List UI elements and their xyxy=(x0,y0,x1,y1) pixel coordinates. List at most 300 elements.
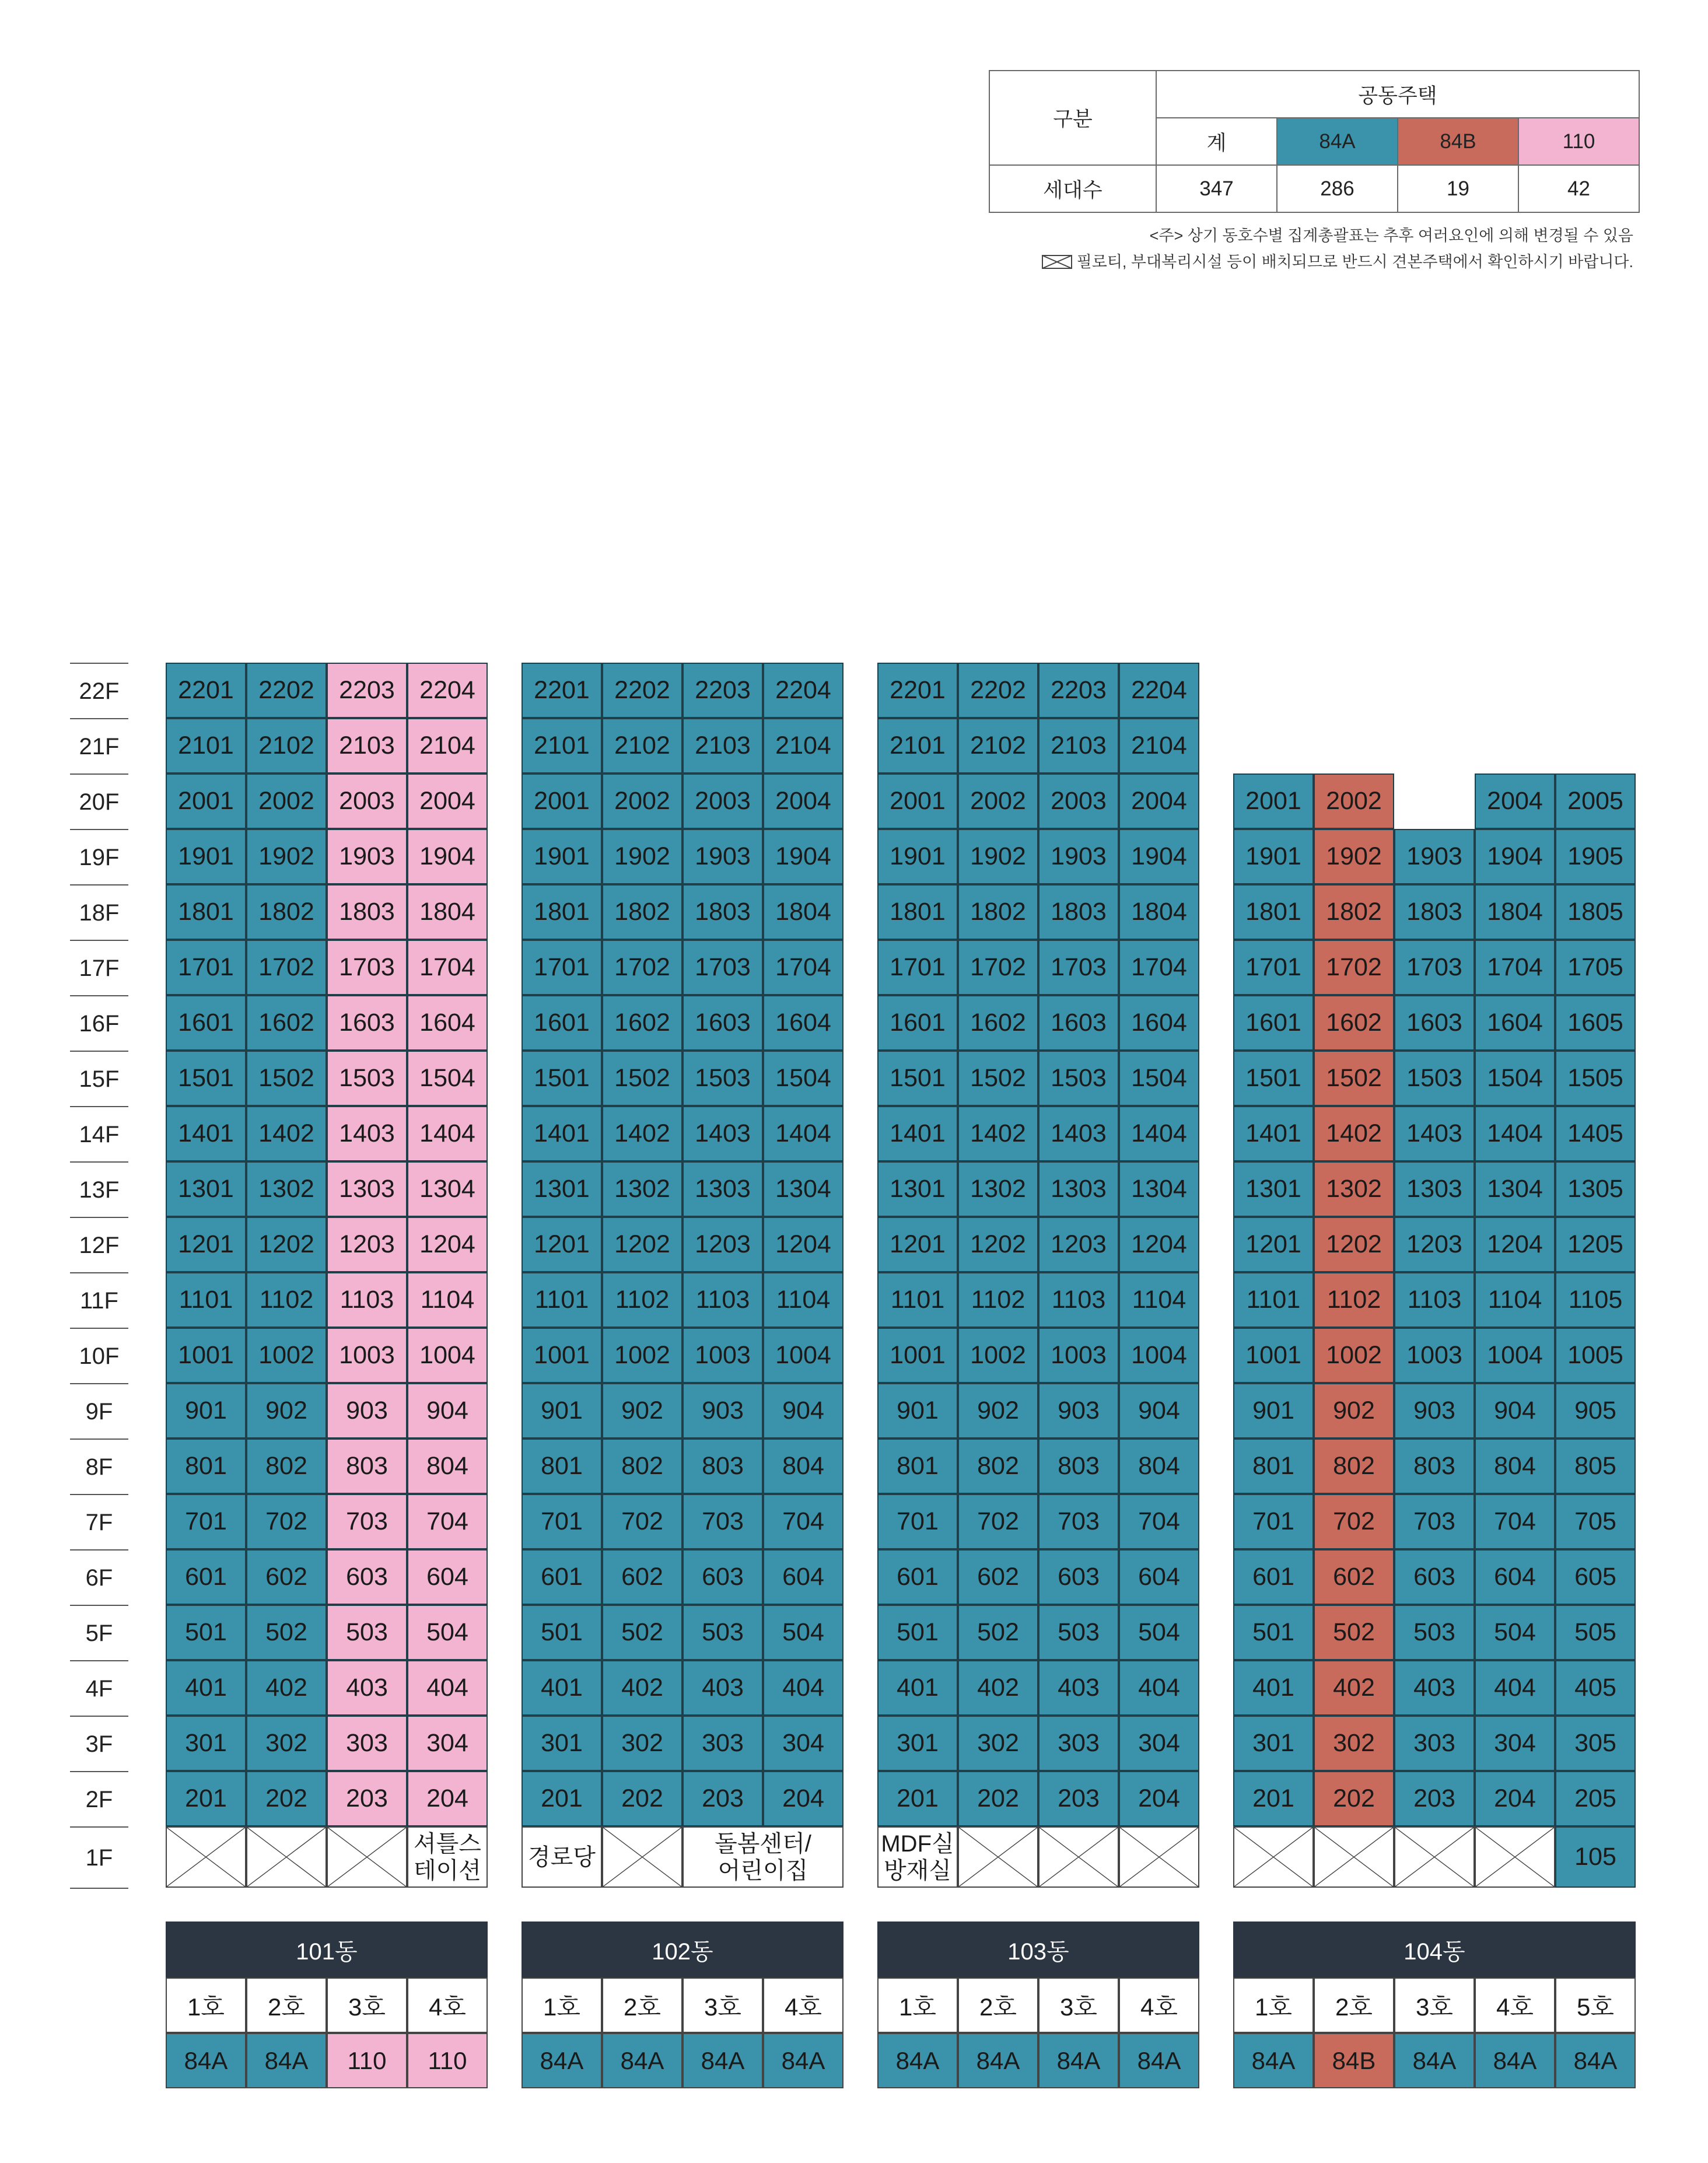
unit-cell: 1503 xyxy=(327,1051,407,1106)
building-name: 104동 xyxy=(1233,1922,1636,1978)
unit-cell: 2202 xyxy=(958,663,1038,718)
unit-cell: 904 xyxy=(1119,1383,1199,1438)
unit-cell: 902 xyxy=(1314,1383,1394,1438)
unit-cell: 802 xyxy=(246,1438,327,1494)
unit-cell: 303 xyxy=(1394,1716,1475,1771)
floor-label-21F: 21F xyxy=(70,718,128,775)
unit-cell: 1904 xyxy=(1119,829,1199,884)
legend-type-84A: 84A xyxy=(1277,118,1398,165)
unit-cell: 1802 xyxy=(602,884,682,940)
unit-cell: 1601 xyxy=(1233,995,1314,1051)
unit-cell: 301 xyxy=(522,1716,602,1771)
piloti-cross-icon xyxy=(1234,1828,1312,1887)
unit-cell: 1201 xyxy=(1233,1217,1314,1272)
unit-cell: 1004 xyxy=(407,1328,488,1383)
unit-cell: 1505 xyxy=(1555,1051,1636,1106)
unit-cell: 201 xyxy=(1233,1771,1314,1826)
unit-cell: 904 xyxy=(407,1383,488,1438)
unit-cell: 403 xyxy=(1038,1660,1119,1716)
unit-cell: 604 xyxy=(1119,1549,1199,1605)
unit-cell: 1604 xyxy=(763,995,844,1051)
floor-label-13F: 13F xyxy=(70,1161,128,1218)
unit-cell: 201 xyxy=(522,1771,602,1826)
unit-cell: 1004 xyxy=(763,1328,844,1383)
unit-cell: 302 xyxy=(958,1716,1038,1771)
floor-label-22F: 22F xyxy=(70,663,128,719)
unit-cell: 803 xyxy=(1394,1438,1475,1494)
piloti-cell xyxy=(1394,1826,1475,1888)
unit-cell: 1001 xyxy=(1233,1328,1314,1383)
unit-cell: 601 xyxy=(522,1549,602,1605)
unit-cell: 603 xyxy=(682,1549,763,1605)
unit-cell: 705 xyxy=(1555,1494,1636,1549)
unit-cell: 2004 xyxy=(407,774,488,829)
unit-cell: 903 xyxy=(1038,1383,1119,1438)
unit-cell: 2103 xyxy=(1038,718,1119,774)
unit-cell: 1802 xyxy=(246,884,327,940)
unit-cell: 1501 xyxy=(166,1051,246,1106)
unit-cell: 203 xyxy=(327,1771,407,1826)
unit-cell: 1103 xyxy=(682,1272,763,1328)
unit-cell: 503 xyxy=(1038,1605,1119,1660)
legend-count-110: 42 xyxy=(1518,165,1639,212)
unit-cell: 1803 xyxy=(1394,884,1475,940)
unit-cell: 201 xyxy=(877,1771,958,1826)
unit-cell: 1603 xyxy=(682,995,763,1051)
unit-cell: 601 xyxy=(1233,1549,1314,1605)
unit-cell: 905 xyxy=(1555,1383,1636,1438)
unit-cell: 703 xyxy=(1394,1494,1475,1549)
unit-number-label: 4호 xyxy=(763,1978,844,2033)
unit-cell: 303 xyxy=(1038,1716,1119,1771)
unit-cell: 1704 xyxy=(1119,940,1199,995)
unit-cell: 1804 xyxy=(1475,884,1555,940)
unit-cell: 301 xyxy=(166,1716,246,1771)
unit-cell: 203 xyxy=(682,1771,763,1826)
floor-label-6F: 6F xyxy=(70,1549,128,1606)
unit-cell: 604 xyxy=(763,1549,844,1605)
floor-label-11F: 11F xyxy=(70,1272,128,1329)
unit-cell: 303 xyxy=(327,1716,407,1771)
unit-cell: 2204 xyxy=(407,663,488,718)
unit-cell: 902 xyxy=(602,1383,682,1438)
floor-label-3F: 3F xyxy=(70,1716,128,1772)
floor-label-10F: 10F xyxy=(70,1328,128,1384)
legend-count-계: 347 xyxy=(1156,165,1277,212)
floor-label-20F: 20F xyxy=(70,774,128,830)
unit-cell: 701 xyxy=(877,1494,958,1549)
unit-cell: 1402 xyxy=(1314,1106,1394,1161)
piloti-cell xyxy=(1314,1826,1394,1888)
piloti-cell xyxy=(166,1826,246,1888)
unit-cell: 1204 xyxy=(407,1217,488,1272)
unit-cell: 1101 xyxy=(522,1272,602,1328)
unit-cell: 1401 xyxy=(1233,1106,1314,1161)
unit-cell: 502 xyxy=(958,1605,1038,1660)
unit-type-label: 84A xyxy=(1555,2033,1636,2088)
unit-cell: 604 xyxy=(1475,1549,1555,1605)
unit-cell: 501 xyxy=(166,1605,246,1660)
unit-cell: 1401 xyxy=(877,1106,958,1161)
unit-cell: 402 xyxy=(602,1660,682,1716)
unit-cell: 1503 xyxy=(1038,1051,1119,1106)
unit-cell: 603 xyxy=(1394,1549,1475,1605)
unit-cell: 803 xyxy=(1038,1438,1119,1494)
unit-cell: 903 xyxy=(327,1383,407,1438)
unit-cell: 2003 xyxy=(682,774,763,829)
unit-cell: 404 xyxy=(763,1660,844,1716)
unit-cell: 1201 xyxy=(522,1217,602,1272)
unit-cell: 2204 xyxy=(763,663,844,718)
floor-axis-end xyxy=(70,1888,128,1889)
unit-cell: 1003 xyxy=(327,1328,407,1383)
unit-cell: 1604 xyxy=(1119,995,1199,1051)
unit-cell: 1103 xyxy=(1038,1272,1119,1328)
unit-type-label: 84A xyxy=(602,2033,682,2088)
unit-cell: 401 xyxy=(1233,1660,1314,1716)
unit-cell: 1803 xyxy=(1038,884,1119,940)
unit-cell: 704 xyxy=(763,1494,844,1549)
unit-cell: 1301 xyxy=(522,1161,602,1217)
unit-cell: 2201 xyxy=(166,663,246,718)
unit-cell: 501 xyxy=(1233,1605,1314,1660)
unit-cell: 904 xyxy=(763,1383,844,1438)
unit-number-label: 2호 xyxy=(602,1978,682,2033)
unit-cell: 903 xyxy=(682,1383,763,1438)
unit-cell: 1702 xyxy=(602,940,682,995)
unit-cell: 804 xyxy=(1475,1438,1555,1494)
unit-type-label: 110 xyxy=(407,2033,488,2088)
unit-cell: 1404 xyxy=(407,1106,488,1161)
unit-cell: 403 xyxy=(1394,1660,1475,1716)
unit-cell: 1603 xyxy=(1394,995,1475,1051)
unit-cell: 1804 xyxy=(763,884,844,940)
unit-cell: 1102 xyxy=(602,1272,682,1328)
unit-cell: 1803 xyxy=(682,884,763,940)
unit-cell: 204 xyxy=(1475,1771,1555,1826)
unit-cell: 1603 xyxy=(1038,995,1119,1051)
unit-cell: 802 xyxy=(958,1438,1038,1494)
unit-cell: 1702 xyxy=(1314,940,1394,995)
unit-cell: 1103 xyxy=(327,1272,407,1328)
facility-label: 돌봄센터/ 어린이집 xyxy=(715,1831,811,1884)
unit-cell: 502 xyxy=(246,1605,327,1660)
unit-cell: 1001 xyxy=(877,1328,958,1383)
unit-cell: 602 xyxy=(602,1549,682,1605)
unit-cell: 2102 xyxy=(246,718,327,774)
unit-cell: 1303 xyxy=(1038,1161,1119,1217)
unit-cell: 1403 xyxy=(1038,1106,1119,1161)
unit-cell: 202 xyxy=(1314,1771,1394,1826)
unit-cell: 902 xyxy=(246,1383,327,1438)
unit-cell: 1402 xyxy=(958,1106,1038,1161)
unit-cell: 702 xyxy=(958,1494,1038,1549)
unit-cell: 1005 xyxy=(1555,1328,1636,1383)
unit-cell: 1804 xyxy=(1119,884,1199,940)
unit-cell: 1304 xyxy=(1475,1161,1555,1217)
unit-cell: 1805 xyxy=(1555,884,1636,940)
unit-cell: 302 xyxy=(602,1716,682,1771)
unit-cell: 902 xyxy=(958,1383,1038,1438)
unit-cell: 1904 xyxy=(1475,829,1555,884)
unit-cell: 701 xyxy=(1233,1494,1314,1549)
unit-cell: 1704 xyxy=(763,940,844,995)
facility-cell xyxy=(682,1826,844,1888)
piloti-cell xyxy=(246,1826,327,1888)
unit-cell: 1002 xyxy=(958,1328,1038,1383)
unit-number-label: 2호 xyxy=(1314,1978,1394,2033)
unit-cell: 1101 xyxy=(1233,1272,1314,1328)
unit-cell: 1602 xyxy=(246,995,327,1051)
unit-cell: 702 xyxy=(246,1494,327,1549)
piloti-cell xyxy=(1119,1826,1199,1888)
unit-number-label: 4호 xyxy=(1119,1978,1199,2033)
unit-cell: 503 xyxy=(1394,1605,1475,1660)
unit-cell: 1202 xyxy=(602,1217,682,1272)
unit-cell: 1601 xyxy=(877,995,958,1051)
unit-cell: 704 xyxy=(1119,1494,1199,1549)
unit-cell: 1104 xyxy=(1119,1272,1199,1328)
unit-type-label: 84A xyxy=(1475,2033,1555,2088)
unit-cell: 1701 xyxy=(166,940,246,995)
floor-label-5F: 5F xyxy=(70,1605,128,1661)
unit-cell: 1204 xyxy=(1119,1217,1199,1272)
unit-cell: 1901 xyxy=(877,829,958,884)
unit-cell: 202 xyxy=(958,1771,1038,1826)
unit-cell: 1601 xyxy=(522,995,602,1051)
unit-cell: 2002 xyxy=(246,774,327,829)
unit-cell: 2001 xyxy=(877,774,958,829)
unit-cell: 205 xyxy=(1555,1771,1636,1826)
unit-cell: 1901 xyxy=(166,829,246,884)
unit-cell: 702 xyxy=(1314,1494,1394,1549)
unit-cell: 1902 xyxy=(246,829,327,884)
note-change: <주> 상기 동호수별 집계총괄표는 추후 여러요인에 의해 변경될 수 있음 xyxy=(1149,227,1633,244)
unit-cell: 2202 xyxy=(602,663,682,718)
unit-cell: 501 xyxy=(877,1605,958,1660)
unit-cell: 602 xyxy=(246,1549,327,1605)
unit-type-label: 84A xyxy=(1119,2033,1199,2088)
unit-cell: 605 xyxy=(1555,1549,1636,1605)
floor-label-18F: 18F xyxy=(70,884,128,941)
unit-type-label: 110 xyxy=(327,2033,407,2088)
unit-cell: 304 xyxy=(407,1716,488,1771)
piloti-cross-icon xyxy=(1315,1828,1393,1887)
unit-type-label: 84A xyxy=(1038,2033,1119,2088)
unit-cell: 204 xyxy=(763,1771,844,1826)
unit-cell: 2104 xyxy=(407,718,488,774)
unit-number-label: 3호 xyxy=(327,1978,407,2033)
unit-cell: 1802 xyxy=(958,884,1038,940)
unit-cell: 1001 xyxy=(166,1328,246,1383)
unit-cell: 1801 xyxy=(877,884,958,940)
unit-cell: 204 xyxy=(407,1771,488,1826)
unit-type-label: 84A xyxy=(682,2033,763,2088)
category-header: 구분 xyxy=(989,71,1156,165)
unit-cell: 1701 xyxy=(877,940,958,995)
floor-label-14F: 14F xyxy=(70,1106,128,1163)
legend-type-계: 계 xyxy=(1156,118,1277,165)
unit-cell: 1104 xyxy=(1475,1272,1555,1328)
unit-cell: 1103 xyxy=(1394,1272,1475,1328)
unit-cell: 703 xyxy=(682,1494,763,1549)
unit-type-label: 84A xyxy=(166,2033,246,2088)
unit-cell: 2004 xyxy=(1475,774,1555,829)
unit-cell: 805 xyxy=(1555,1438,1636,1494)
piloti-cross-icon xyxy=(167,1828,245,1887)
unit-cell: 701 xyxy=(166,1494,246,1549)
unit-cell: 1602 xyxy=(1314,995,1394,1051)
unit-cell: 1502 xyxy=(1314,1051,1394,1106)
unit-cell: 1901 xyxy=(1233,829,1314,884)
unit-cell: 504 xyxy=(763,1605,844,1660)
unit-cell: 1703 xyxy=(682,940,763,995)
unit-cell: 1404 xyxy=(1119,1106,1199,1161)
unit-type-label: 84B xyxy=(1314,2033,1394,2088)
unit-cell: 2203 xyxy=(1038,663,1119,718)
unit-cell: 901 xyxy=(1233,1383,1314,1438)
unit-cell: 2201 xyxy=(877,663,958,718)
unit-cell: 1205 xyxy=(1555,1217,1636,1272)
unit-cell: 502 xyxy=(1314,1605,1394,1660)
unit-cell: 1301 xyxy=(166,1161,246,1217)
unit-cell: 1504 xyxy=(1475,1051,1555,1106)
unit-cell: 1002 xyxy=(246,1328,327,1383)
unit-cell: 1902 xyxy=(602,829,682,884)
unit-type-label: 84A xyxy=(1233,2033,1314,2088)
unit-cell: 801 xyxy=(1233,1438,1314,1494)
piloti-cell xyxy=(602,1826,682,1888)
unit-cell: 505 xyxy=(1555,1605,1636,1660)
unit-cell: 1101 xyxy=(166,1272,246,1328)
unit-number-label: 1호 xyxy=(166,1978,246,2033)
unit-cell: 1801 xyxy=(522,884,602,940)
unit-cell: 1605 xyxy=(1555,995,1636,1051)
unit-cell: 1102 xyxy=(1314,1272,1394,1328)
unit-cell: 201 xyxy=(166,1771,246,1826)
piloti-cell xyxy=(958,1826,1038,1888)
unit-cell: 1201 xyxy=(877,1217,958,1272)
unit-cell: 901 xyxy=(877,1383,958,1438)
floor-label-15F: 15F xyxy=(70,1051,128,1107)
unit-cell: 1903 xyxy=(1394,829,1475,884)
unit-cell: 1303 xyxy=(1394,1161,1475,1217)
unit-cell: 2102 xyxy=(602,718,682,774)
unit-cell: 204 xyxy=(1119,1771,1199,1826)
piloti-cross-icon xyxy=(1040,1828,1118,1887)
piloti-cross-icon xyxy=(1120,1828,1198,1887)
unit-cell: 1401 xyxy=(522,1106,602,1161)
unit-cell: 105 xyxy=(1555,1826,1636,1888)
unit-cell: 1304 xyxy=(407,1161,488,1217)
facility-label: 셔틀스 테이션 xyxy=(414,1831,481,1884)
unit-cell: 1305 xyxy=(1555,1161,1636,1217)
unit-type-label: 84A xyxy=(246,2033,327,2088)
unit-cell: 2003 xyxy=(1038,774,1119,829)
unit-cell: 404 xyxy=(1119,1660,1199,1716)
unit-cell: 1203 xyxy=(1394,1217,1475,1272)
building-name: 103동 xyxy=(877,1922,1199,1978)
unit-cell: 601 xyxy=(166,1549,246,1605)
piloti-cross-icon xyxy=(328,1828,406,1887)
unit-cell: 301 xyxy=(877,1716,958,1771)
unit-cell: 703 xyxy=(1038,1494,1119,1549)
unit-cell: 1703 xyxy=(1394,940,1475,995)
unit-cell: 1801 xyxy=(1233,884,1314,940)
unit-cell: 1503 xyxy=(682,1051,763,1106)
unit-cell: 1202 xyxy=(958,1217,1038,1272)
unit-cell: 1302 xyxy=(958,1161,1038,1217)
unit-cell: 202 xyxy=(602,1771,682,1826)
unit-number-label: 3호 xyxy=(1038,1978,1119,2033)
unit-cell: 1404 xyxy=(1475,1106,1555,1161)
unit-cell: 1303 xyxy=(327,1161,407,1217)
unit-cell: 704 xyxy=(407,1494,488,1549)
floor-label-19F: 19F xyxy=(70,829,128,886)
unit-cell: 1303 xyxy=(682,1161,763,1217)
floor-label-1F: 1F xyxy=(70,1826,128,1889)
unit-cell: 1204 xyxy=(763,1217,844,1272)
unit-cell: 304 xyxy=(763,1716,844,1771)
unit-cell: 1903 xyxy=(682,829,763,884)
facility-cell xyxy=(522,1826,602,1888)
unit-cell: 1702 xyxy=(246,940,327,995)
unit-cell: 901 xyxy=(166,1383,246,1438)
unit-cell: 602 xyxy=(1314,1549,1394,1605)
unit-cell: 2104 xyxy=(1119,718,1199,774)
piloti-cell xyxy=(1475,1826,1555,1888)
unit-cell: 2001 xyxy=(166,774,246,829)
unit-cell: 1602 xyxy=(602,995,682,1051)
piloti-cell xyxy=(1233,1826,1314,1888)
unit-cell: 1104 xyxy=(763,1272,844,1328)
unit-cell: 1304 xyxy=(1119,1161,1199,1217)
building-name: 101동 xyxy=(166,1922,488,1978)
unit-type-label: 84A xyxy=(1394,2033,1475,2088)
note-piloti-text: 필로티, 부대복리시설 등이 배치되므로 반드시 견본주택에서 확인하시기 바랍니다. xyxy=(1076,253,1633,271)
unit-cell: 802 xyxy=(602,1438,682,1494)
facility-cell xyxy=(877,1826,958,1888)
unit-cell: 1901 xyxy=(522,829,602,884)
unit-cell: 701 xyxy=(522,1494,602,1549)
unit-cell: 2001 xyxy=(522,774,602,829)
building-name: 102동 xyxy=(522,1922,844,1978)
unit-cell: 1903 xyxy=(327,829,407,884)
unit-cell: 1404 xyxy=(763,1106,844,1161)
unit-cell: 1203 xyxy=(682,1217,763,1272)
unit-cell: 1702 xyxy=(958,940,1038,995)
unit-cell: 2104 xyxy=(763,718,844,774)
unit-cell: 2004 xyxy=(763,774,844,829)
unit-cell: 1902 xyxy=(1314,829,1394,884)
unit-type-label: 84A xyxy=(877,2033,958,2088)
unit-cell: 1904 xyxy=(763,829,844,884)
unit-cell: 1705 xyxy=(1555,940,1636,995)
unit-cell: 1401 xyxy=(166,1106,246,1161)
unit-cell: 401 xyxy=(877,1660,958,1716)
piloti-icon xyxy=(1042,255,1072,269)
floor-label-7F: 7F xyxy=(70,1494,128,1550)
unit-cell: 803 xyxy=(682,1438,763,1494)
unit-cell: 405 xyxy=(1555,1660,1636,1716)
piloti-cell xyxy=(327,1826,407,1888)
unit-cell: 1603 xyxy=(327,995,407,1051)
unit-cell: 403 xyxy=(682,1660,763,1716)
facility-label: 경로당 xyxy=(528,1844,596,1870)
unit-cell: 1803 xyxy=(327,884,407,940)
unit-type-label: 84A xyxy=(763,2033,844,2088)
unit-cell: 702 xyxy=(602,1494,682,1549)
